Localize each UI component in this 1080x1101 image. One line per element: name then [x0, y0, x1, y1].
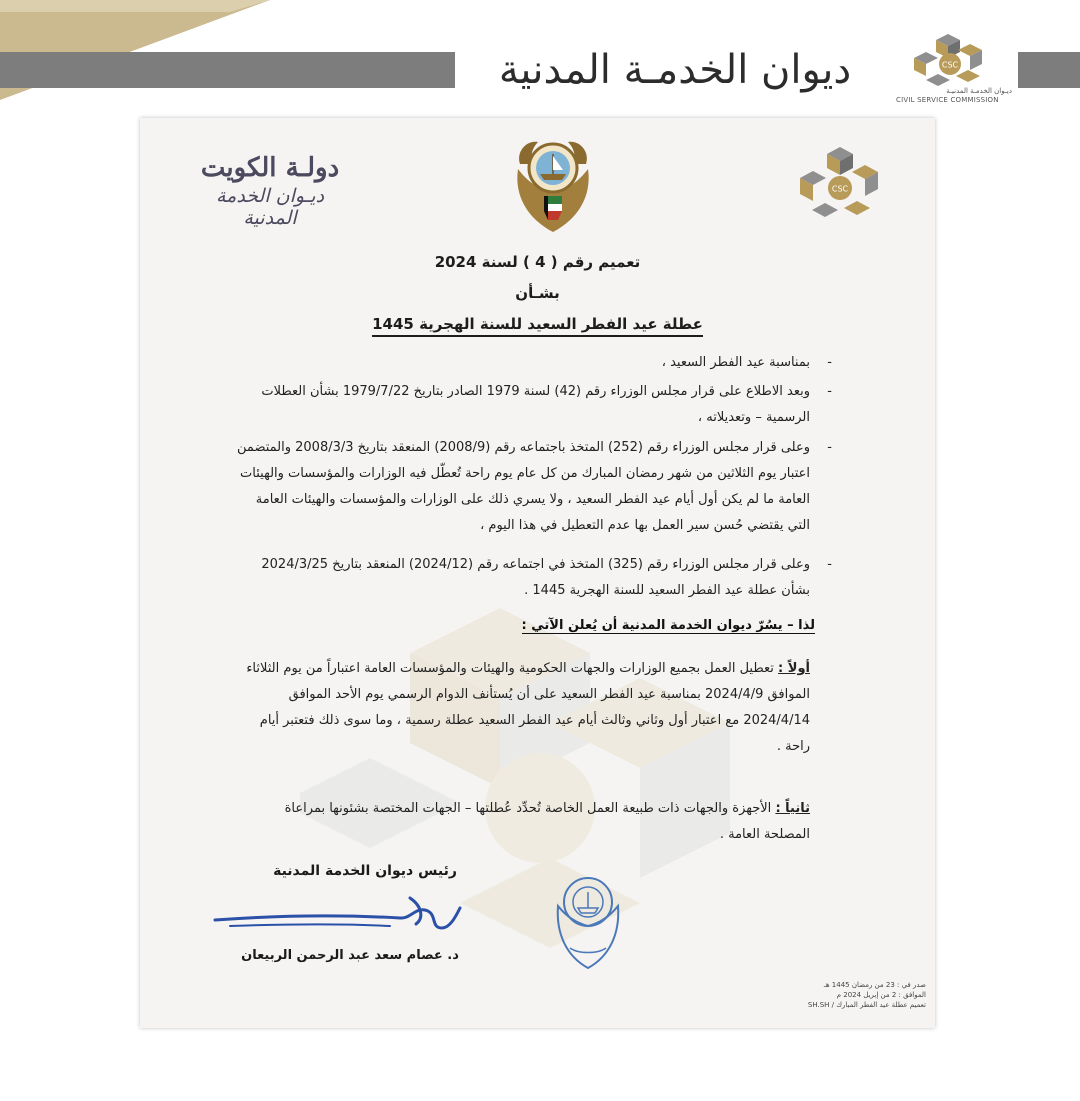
lead-text: لذا – يسُرّ ديوان الخدمة المدنية أن يُعلن الآتي :: [521, 618, 815, 633]
banner-bar-left: [0, 52, 460, 88]
preamble-text: وبعد الاطلاع على قرار مجلس الوزراء رقم (42) لسنة 1979 الصادر بتاريخ 1979/7/22 بشأن العطلات الرسمية – وتعديلاته ،: [261, 384, 810, 425]
preamble-text: وعلى قرار مجلس الوزراء رقم (325) المتخذ في اجتماعه رقم (2024/12) المنعقد بتاريخ 2024/3/25 بشأن عطلة عيد الفطر السعيد للسنة الهجرية 1445 .: [261, 557, 810, 598]
preamble-item: [235, 435, 832, 539]
clause-first-label: أولاً :: [778, 661, 810, 676]
banner-logo-english: CIVIL SERVICE COMMISSION: [896, 96, 999, 104]
official-stamp-icon: [548, 868, 628, 973]
footer-issued-hijri: صدر في : 23 من رمضان 1445 هـ: [823, 981, 926, 989]
announcement-lead: [240, 618, 815, 633]
footer-reference: تعميم عطلة عيد الفطر المبارك / SH.SH: [807, 1001, 926, 1009]
letter-sheet: [140, 118, 935, 1028]
state-of-kuwait-header: [200, 153, 340, 229]
bullet-dash: -: [827, 440, 832, 455]
clause-second-text: الأجهزة والجهات ذات طبيعة العمل الخاصة تُحدِّد عُطلتها – الجهات المختصة بشئونها بمراعاة المصلحة العامة .: [284, 801, 810, 842]
banner-logo-badge: CSC: [941, 60, 959, 70]
bullet-dash: -: [827, 384, 832, 399]
signatory-title: رئيس ديوان الخدمة المدنية: [273, 863, 457, 879]
csc-cubes-icon: [908, 30, 1008, 88]
preamble-item: [235, 379, 832, 431]
state-name: دولـة الكويت: [200, 153, 340, 183]
signatory-name: د. عصام سعد عبد الرحمن الربيعان: [241, 948, 459, 963]
preamble-text: وعلى قرار مجلس الوزراء رقم (252) المتخذ باجتماعه رقم (2008/9) المنعقد بتاريخ 2008/3/3 والمتضمن اعتبار يوم الثلاثين من شهر رمضان المبارك من كل عام يوم راحة تُعطّل فيه الوزارات والمؤسسات والهيئات العامة ما لم يكن أول أيام عيد الفطر السعيد ، ولا يسري ذلك على الوزارات والمؤسسات والهيئات العامة التي يقتضي حُسن سير العمل بها عدم التعطيل في هذا اليوم ،: [237, 440, 810, 533]
sheet-logo-badge: CSC: [831, 184, 849, 194]
bullet-dash: -: [827, 355, 832, 370]
clause-second-label: ثانياً :: [775, 801, 810, 816]
banner-logo-arabic: ديـوان الخدمـة المدنيـة: [946, 87, 1012, 95]
bullet-dash: -: [827, 557, 832, 572]
banner-bar-right: [1018, 52, 1080, 88]
preamble-text: بمناسبة عيد الفطر السعيد ،: [661, 355, 810, 370]
sheet-csc-logo-icon: [795, 143, 890, 221]
footer-issued-gregorian: الموافق : 2 من إبريل 2024 م: [836, 991, 926, 999]
banner-title: ديوان الخدمـة المدنية: [455, 42, 895, 98]
clause-second: [235, 796, 810, 848]
subject-heading: [140, 315, 935, 333]
preamble-item: [235, 552, 832, 604]
commission-name: ديـوان الخدمة المدنية: [215, 185, 325, 229]
handwritten-signature-icon: [210, 888, 470, 948]
issue-footer: [736, 980, 926, 1010]
clause-first: [235, 656, 810, 760]
regarding-heading: بشـأن: [515, 284, 560, 302]
banner-csc-logo: [896, 30, 1012, 105]
preamble-item: [235, 350, 832, 376]
clause-first-text: تعطيل العمل بجميع الوزارات والجهات الحكومية والهيئات والمؤسسات العامة اعتباراً من يوم الثلاثاء الموافق 2024/4/9 بمناسبة عيد الفطر السعيد على أن يُستأنف الدوام الرسمي يوم الأحد الموافق 2024/4/14 مع اعتبار أول وثاني وثالث أيام عيد الفطر السعيد عطلة رسمية ، وما سوى ذلك فتعتبر أيام راحة .: [246, 661, 810, 754]
kuwait-emblem-icon: [508, 134, 598, 236]
subject-text: عطلة عيد الفطر السعيد للسنة الهجرية 1445: [372, 315, 703, 337]
circular-number-heading: تعميم رقم ( 4 ) لسنة 2024: [434, 253, 641, 271]
